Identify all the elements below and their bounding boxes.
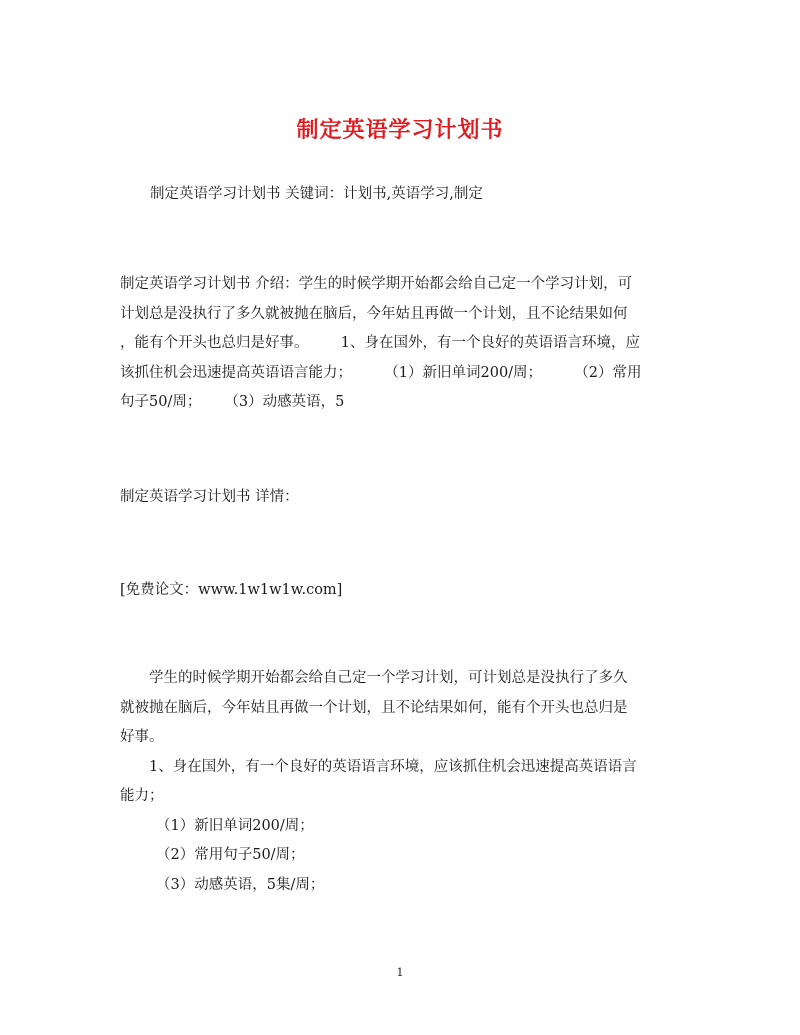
paragraph-line: 1、身在国外，有一个良好的英语语言环境，应该抓住机会迅速提高英语语言 bbox=[149, 758, 637, 775]
summary-paragraph bbox=[120, 270, 685, 418]
list-item: （3）动感英语，5集/周； bbox=[156, 876, 325, 893]
free-paper-link[interactable]: [免费论文：www.1w1w1w.com] bbox=[120, 582, 343, 598]
paragraph-line: 能力； bbox=[120, 788, 164, 804]
summary-line: 制定英语学习计划书 介绍：学生的时候学期开始都会给自己定一个学习计划，可 bbox=[120, 276, 633, 292]
summary-line: 句子50/周； （3）动感英语，5 bbox=[120, 394, 345, 410]
keywords-line: 制定英语学习计划书 关键词：计划书,英语学习,制定 bbox=[150, 186, 483, 202]
paragraph-line: 好事。 bbox=[120, 729, 164, 745]
page-number: 1 bbox=[396, 966, 404, 979]
summary-line: 计划总是没执行了多久就被抛在脑后，今年姑且再做一个计划，且不论结果如何 bbox=[120, 305, 628, 322]
document-title: 制定英语学习计划书 bbox=[296, 117, 504, 143]
body-content bbox=[120, 664, 685, 900]
list-item: （1）新旧单词200/周； bbox=[156, 817, 314, 834]
detail-heading: 制定英语学习计划书 详情： bbox=[120, 489, 299, 505]
summary-line: 该抓住机会迅速提高英语语言能力； （1）新旧单词200/周； （2）常用 bbox=[120, 364, 642, 381]
paragraph-line: 就被抛在脑后，今年姑且再做一个计划，且不论结果如何，能有个开头也总归是 bbox=[120, 699, 628, 716]
summary-line: ，能有个开头也总归是好事。 1、身在国外，有一个良好的英语语言环境，应 bbox=[120, 335, 640, 351]
list-item: （2）常用句子50/周； bbox=[156, 847, 305, 863]
paragraph-line: 学生的时候学期开始都会给自己定一个学习计划，可计划总是没执行了多久 bbox=[149, 670, 628, 686]
